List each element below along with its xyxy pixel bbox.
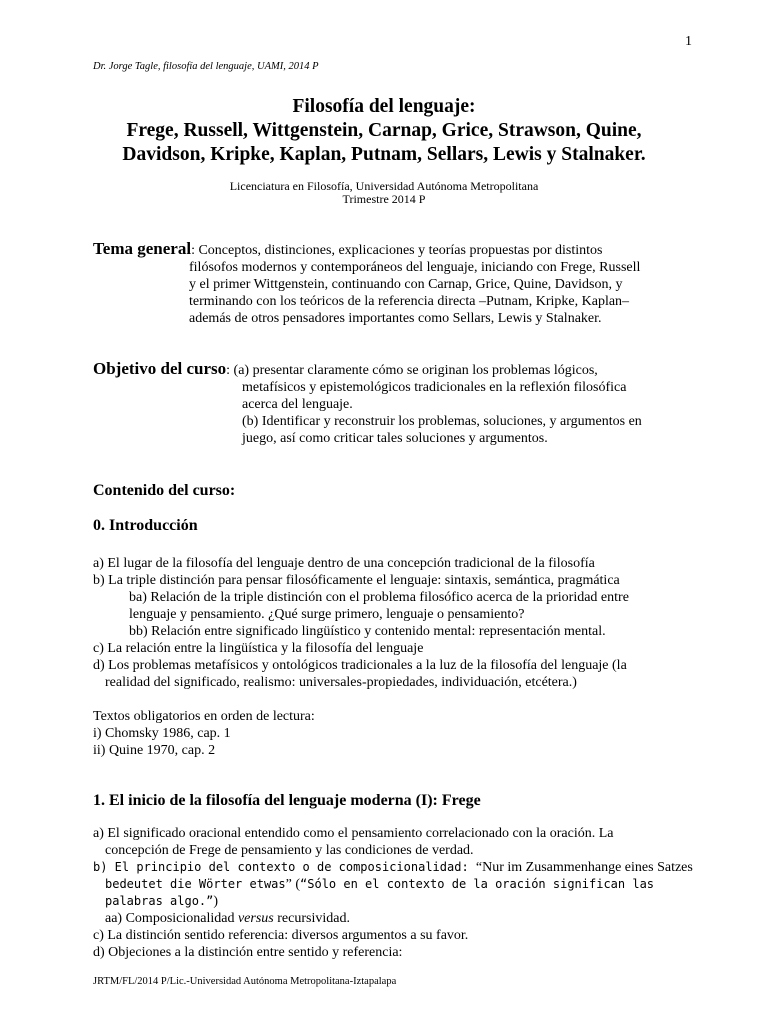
frege-heading: 1. El inicio de la filosofía del lenguaje moderna (I): Frege [93, 792, 481, 809]
contenido-heading: Contenido del curso: [93, 482, 236, 499]
objetivo-label: Objetivo del curso [93, 359, 227, 378]
list-item: d) Objeciones a la distinción entre sentido y referencia: [93, 945, 403, 960]
list-item: b) La triple distinción para pensar filosóficamente el lenguaje: sintaxis, semántica, pragmática [93, 573, 620, 588]
list-item: i) Chomsky 1986, cap. 1 [93, 726, 231, 741]
objetivo-section [93, 360, 693, 447]
list-item: ba) Relación de la triple distinción con el problema filosófico acerca de la prioridad entre [129, 590, 629, 605]
page-footer: JRTM/FL/2014 P/Lic.-Universidad Autónoma Metropolitana-Iztapalapa [93, 976, 397, 987]
objetivo-line: acerca del lenguaje. [242, 397, 353, 412]
objetivo-line: (b) Identificar y reconstruir los problemas, soluciones, y argumentos en [242, 414, 642, 429]
list-item: concepción de Frege de pensamiento y las condiciones de verdad. [105, 843, 474, 858]
list-item: a) El significado oracional entendido como el pensamiento correlacionado con la oración. La [93, 826, 614, 841]
textos-obligatorios [93, 708, 315, 759]
author-line: Dr. Jorge Tagle, filosofía del lenguaje, UAMI, 2014 P [93, 61, 319, 72]
intro-heading: 0. Introducción [93, 517, 198, 534]
frege-list [93, 825, 703, 961]
subtitle-line: Trimestre 2014 P [342, 192, 426, 206]
list-item: bb) Relación entre significado lingüístico y contenido mental: representación mental. [129, 624, 606, 639]
list-item: c) La relación entre la lingüística y la filosofía del lenguaje [93, 641, 424, 656]
tema-general-section [93, 240, 693, 327]
textos-label: Textos obligatorios en orden de lectura: [93, 709, 315, 724]
list-item: a) El lugar de la filosofía del lenguaje dentro de una concepción tradicional de la filosofía [93, 556, 595, 571]
list-item: lenguaje y pensamiento. ¿Qué surge primero, lenguaje o pensamiento? [129, 607, 525, 622]
title-line: Frege, Russell, Wittgenstein, Carnap, Grice, Strawson, Quine, [126, 120, 642, 141]
title-line: Davidson, Kripke, Kaplan, Putnam, Sellars, Lewis y Stalnaker. [122, 144, 646, 165]
tema-line: filósofos modernos y contemporáneos del lenguaje, iniciando con Frege, Russell [189, 260, 641, 275]
list-item: bedeutet die Wörter etwas” (“Sólo en el contexto de la oración significan las palabras algo.”) [105, 877, 655, 909]
tema-line: terminando con los teóricos de la referencia directa –Putnam, Kripke, Kaplan– [189, 294, 630, 309]
list-item: ii) Quine 1970, cap. 2 [93, 743, 216, 758]
tema-line: además de otros pensadores importantes como Sellars, Lewis y Stalnaker. [189, 311, 602, 326]
title-line: Filosofía del lenguaje: [292, 96, 476, 117]
list-item: aa) Composicionalidad versus recursividad. [105, 911, 350, 926]
objetivo-line: juego, así como criticar tales soluciones y argumentos. [242, 431, 548, 446]
intro-list [93, 555, 703, 691]
list-item: realidad del significado, realismo: universales-propiedades, individuación, etcétera.) [105, 675, 577, 690]
list-item: b) El principio del contexto o de composicionalidad: “Nur im Zusammenhange eines Satzes [93, 860, 693, 875]
tema-general-label: Tema general [93, 239, 192, 258]
page-number: 1 [685, 34, 692, 49]
subtitle-line: Licenciatura en Filosofía, Universidad Autónoma Metropolitana [229, 179, 539, 193]
document-subtitle [0, 180, 768, 206]
objetivo-first-line: : (a) presentar claramente cómo se originan los problemas lógicos, [226, 363, 598, 378]
objetivo-line: metafísicos y epistemológicos tradicionales en la reflexión filosófica [242, 380, 627, 395]
tema-first-line: : Conceptos, distinciones, explicaciones y teorías propuestas por distintos [191, 243, 603, 258]
tema-line: y el primer Wittgenstein, continuando con Carnap, Grice, Quine, Davidson, y [189, 277, 623, 292]
list-item: d) Los problemas metafísicos y ontológicos tradicionales a la luz de la filosofía del lenguaje (la [93, 658, 627, 673]
list-item: c) La distinción sentido referencia: diversos argumentos a su favor. [93, 928, 469, 943]
document-title [0, 95, 768, 167]
